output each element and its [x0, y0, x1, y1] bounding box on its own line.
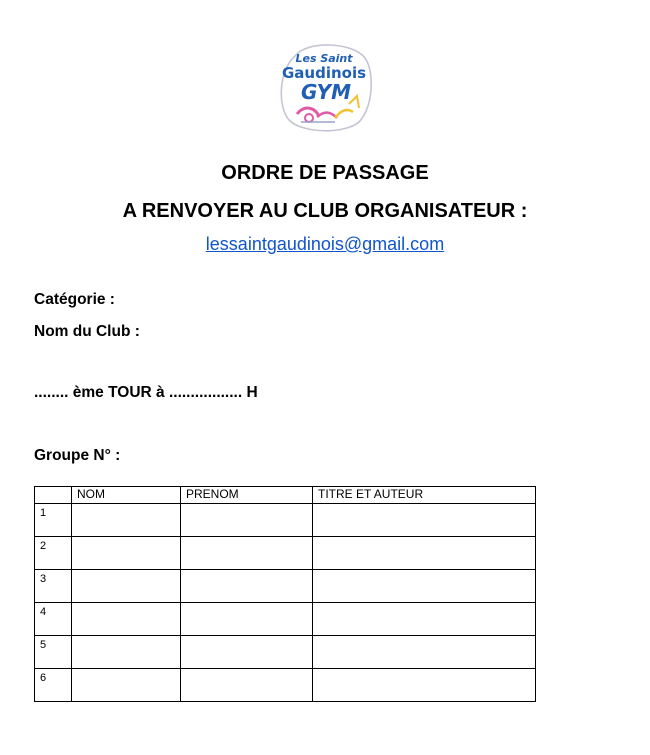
prenom-cell[interactable]	[181, 537, 313, 570]
gym-logo-image	[273, 38, 376, 136]
header-prenom: PRENOM	[181, 487, 313, 504]
table-header-row	[35, 487, 536, 504]
titre-auteur-cell[interactable]	[313, 636, 536, 669]
titre-auteur-cell[interactable]	[313, 570, 536, 603]
logo-text-line2: Gaudinois	[281, 64, 367, 82]
prenom-cell[interactable]	[181, 636, 313, 669]
table-row	[35, 603, 536, 636]
row-number: 1	[35, 504, 72, 537]
page-subtitle: A RENVOYER AU CLUB ORGANISATEUR :	[122, 200, 528, 222]
table-row	[35, 669, 536, 702]
prenom-cell[interactable]	[181, 603, 313, 636]
nom-cell[interactable]	[72, 636, 181, 669]
prenom-cell[interactable]	[181, 570, 313, 603]
nom-cell[interactable]	[72, 537, 181, 570]
table-row	[35, 570, 536, 603]
row-number: 6	[35, 669, 72, 702]
nom-cell[interactable]	[72, 570, 181, 603]
header-nom: NOM	[72, 487, 181, 504]
titre-auteur-cell[interactable]	[313, 504, 536, 537]
titre-auteur-cell[interactable]	[313, 669, 536, 702]
nom-cell[interactable]	[72, 603, 181, 636]
header-titre-auteur: TITRE ET AUTEUR	[313, 487, 536, 504]
categorie-label: Catégorie :	[34, 291, 115, 308]
passage-order-table	[34, 486, 536, 702]
table-row	[35, 537, 536, 570]
prenom-cell[interactable]	[181, 669, 313, 702]
row-number: 4	[35, 603, 72, 636]
email-link[interactable]: lessaintgaudinois@gmail.com	[205, 234, 445, 254]
page-title: ORDRE DE PASSAGE	[221, 162, 429, 184]
table-row	[35, 636, 536, 669]
table-row	[35, 504, 536, 537]
titre-auteur-cell[interactable]	[313, 603, 536, 636]
row-number: 3	[35, 570, 72, 603]
logo-text-line1: Les Saint	[295, 52, 353, 65]
header-number	[35, 487, 72, 504]
nom-cell[interactable]	[72, 504, 181, 537]
tour-time-label: ........ ème TOUR à ................. H	[34, 384, 258, 401]
groupe-number-label: Groupe N° :	[34, 447, 121, 464]
row-number: 5	[35, 636, 72, 669]
logo-text-line3: GYM	[301, 80, 351, 104]
club-name-label: Nom du Club :	[34, 323, 140, 340]
row-number: 2	[35, 537, 72, 570]
club-logo	[273, 38, 376, 136]
prenom-cell[interactable]	[181, 504, 313, 537]
email-container	[0, 233, 650, 255]
titre-auteur-cell[interactable]	[313, 537, 536, 570]
nom-cell[interactable]	[72, 669, 181, 702]
